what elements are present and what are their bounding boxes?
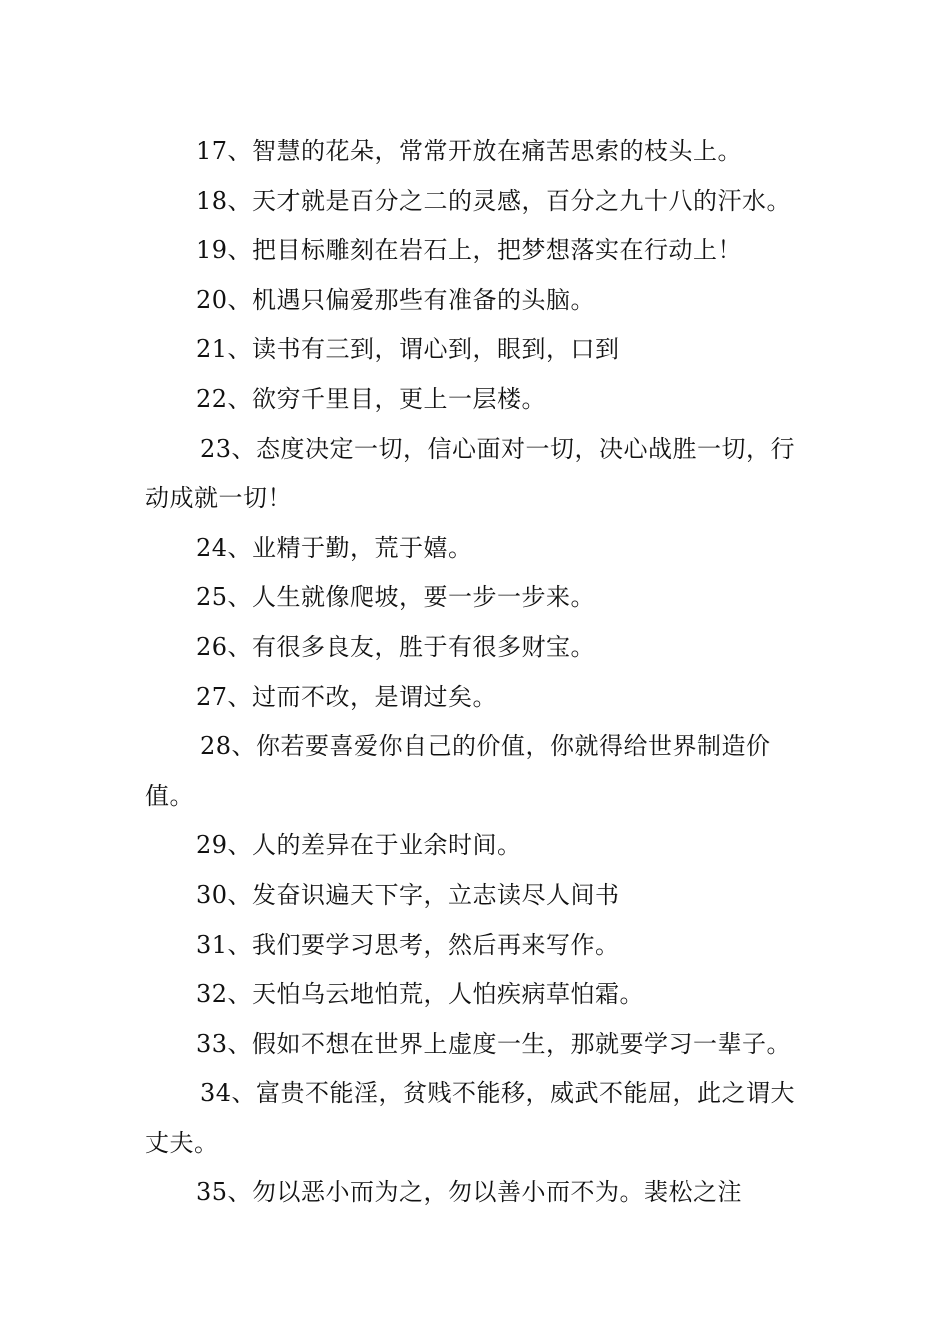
paragraph-30: 30、发奋识遍天下字，立志读尽人间书 [196, 880, 620, 909]
paragraph-22: 22、欲穷千里目，更上一层楼。 [196, 384, 547, 413]
paragraph-31: 31、我们要学习思考，然后再来写作。 [196, 930, 620, 959]
paragraph-35: 35、勿以恶小而为之，勿以善小而不为。裴松之注 [196, 1178, 743, 1207]
paragraph-18: 18、天才就是百分之二的灵感，百分之九十八的汗水。 [196, 186, 792, 215]
paragraph-26: 26、有很多良友，胜于有很多财宝。 [196, 632, 596, 661]
paragraph-28: 28、你若要喜爱你自己的价值，你就得给世界制造价值。 [145, 732, 771, 810]
document-body [145, 127, 815, 1218]
paragraph-27: 27、过而不改，是谓过矣。 [196, 682, 498, 711]
paragraph-21: 21、读书有三到，谓心到，眼到，口到 [196, 335, 620, 364]
paragraph-34: 34、富贵不能淫，贫贱不能移，威武不能屈，此之谓大丈夫。 [145, 1079, 796, 1157]
paragraph-17: 17、智慧的花朵，常常开放在痛苦思索的枝头上。 [196, 137, 743, 165]
paragraph-19: 19、把目标雕刻在岩石上，把梦想落实在行动上！ [196, 236, 743, 265]
paragraph-20: 20、机遇只偏爱那些有准备的头脑。 [196, 285, 596, 314]
paragraph-29: 29、人的差异在于业余时间。 [196, 831, 522, 860]
paragraph-25: 25、人生就像爬坡，要一步一步来。 [196, 583, 596, 612]
paragraph-32: 32、天怕乌云地怕荒，人怕疾病草怕霜。 [196, 980, 645, 1009]
paragraph-33: 33、假如不想在世界上虚度一生，那就要学习一辈子。 [196, 1029, 792, 1058]
paragraph-23: 23、态度决定一切，信心面对一切，决心战胜一切，行动成就一切！ [145, 434, 796, 513]
paragraph-24: 24、业精于勤，荒于嬉。 [196, 533, 473, 562]
